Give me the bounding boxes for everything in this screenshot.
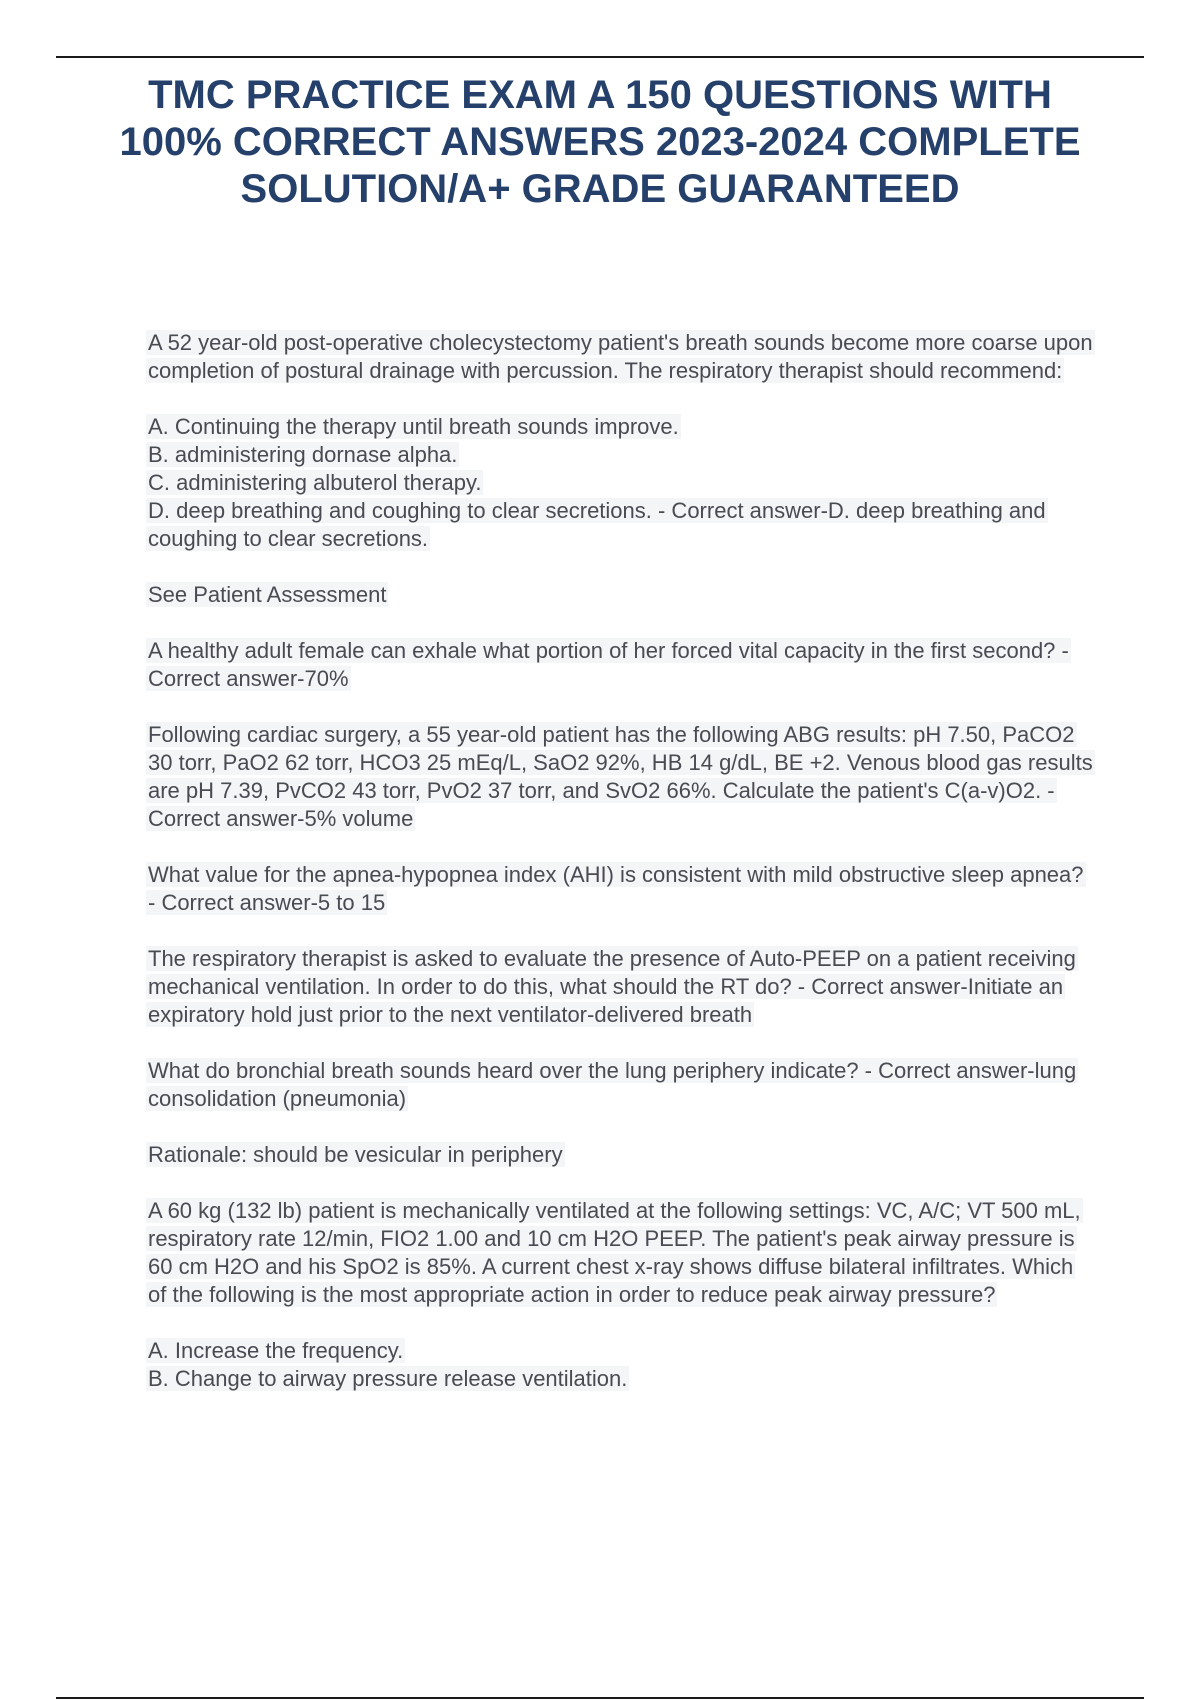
question-1-note: See Patient Assessment [148, 582, 387, 607]
question-5: The respiratory therapist is asked to evaluate the presence of Auto-PEEP on a patient receiving mechanical ventilation. In order to do this, what should the RT do? - Correct answer-Initiate an expiratory hold just prior to the next ventilator-delivered breath [148, 946, 1076, 1027]
option-b: B. administering dornase alpha. [148, 442, 458, 467]
question-1-stem: A 52 year-old post-operative cholecystectomy patient's breath sounds become more coarse upon completion of postural drainage with percussion. The respiratory therapist should recommend: [148, 330, 1093, 383]
question-7-stem: A 60 kg (132 lb) patient is mechanically ventilated at the following settings: VC, A/C; VT 500 mL, respiratory rate 12/min, FIO2 1.00 and 10 cm H2O PEEP. The patient's peak airway pressure is 60 cm H2O and his SpO2 is 85%. A current chest x-ray shows diffuse bilateral infiltrates. Which of the following is the most appropriate action in order to reduce peak airway pressure? [148, 1198, 1081, 1307]
question-3: Following cardiac surgery, a 55 year-old patient has the following ABG results: pH 7.50, PaCO2 30 torr, PaO2 62 torr, HCO3 25 mEq/L, SaO2 92%, HB 14 g/dL, BE +2. Venous blood gas results are pH 7.39, PvCO2 43 torr, PvO2 37 torr, and SvO2 66%. Calculate the patient's C(a-v)O2. - Correct answer-5% volume [148, 722, 1093, 831]
question-7-options [146, 1337, 1096, 1393]
bottom-rule [56, 1697, 1144, 1699]
option-d-with-answer: D. deep breathing and coughing to clear secretions. - Correct answer-D. deep breathing and coughing to clear secretions. [148, 498, 1046, 551]
option-b: B. Change to airway pressure release ventilation. [148, 1366, 628, 1391]
option-a: A. Continuing the therapy until breath sounds improve. [148, 414, 679, 439]
question-1-options [146, 413, 1096, 553]
top-rule [56, 56, 1144, 58]
question-2: A healthy adult female can exhale what portion of her forced vital capacity in the first second? - Correct answer-70% [148, 638, 1069, 691]
option-c: C. administering albuterol therapy. [148, 470, 482, 495]
option-a: A. Increase the frequency. [148, 1338, 404, 1363]
document-body [146, 329, 1096, 1421]
document-title: TMC PRACTICE EXAM A 150 QUESTIONS WITH 100% CORRECT ANSWERS 2023-2024 COMPLETE SOLUTION/A+ GRADE GUARANTEED [119, 73, 1081, 211]
question-6: What do bronchial breath sounds heard over the lung periphery indicate? - Correct answer-lung consolidation (pneumonia) [148, 1058, 1077, 1111]
question-4: What value for the apnea-hypopnea index (AHI) is consistent with mild obstructive sleep apnea? - Correct answer-5 to 15 [148, 862, 1084, 915]
question-6-rationale: Rationale: should be vesicular in periphery [148, 1142, 563, 1167]
